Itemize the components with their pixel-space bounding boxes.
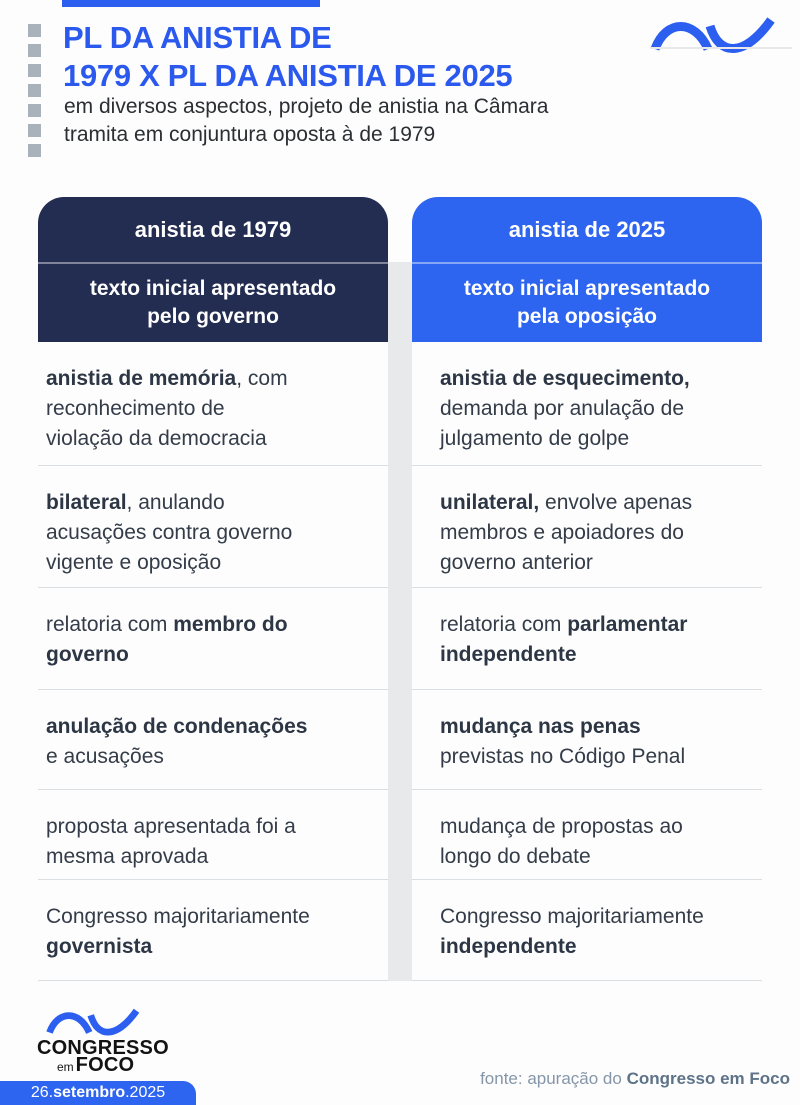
date-text: 26.setembro.2025	[30, 1084, 166, 1101]
cell-1979-row-2: bilateral, anulando acusações contra governo vigente e oposição	[38, 466, 388, 588]
column-gutter	[388, 588, 412, 690]
column-gutter	[388, 342, 412, 466]
decor-square	[28, 84, 41, 97]
comparison-table	[38, 197, 762, 981]
cell-2025-row-2: unilateral, envolve apenas membros e apoiadores do governo anterior	[412, 466, 762, 588]
footer-logo-foco: FOCO	[75, 1054, 135, 1076]
decor-square	[28, 144, 41, 157]
column-gutter	[388, 466, 412, 588]
cell-2025-row-3: relatoria com parlamentar independente	[412, 588, 762, 690]
footer-logo-congresso: CONGRESSO	[37, 1037, 169, 1059]
column-subheader-1979: texto inicial apresentado pelo governo	[38, 262, 388, 342]
decor-square	[28, 104, 41, 117]
cell-2025-row-4: mudança nas penas previstas no Código Penal	[412, 690, 762, 790]
top-accent-bar	[62, 0, 320, 7]
decor-squares	[28, 24, 41, 157]
column-gutter	[388, 262, 412, 342]
cell-2025-row-6: Congresso majoritariamente independente	[412, 880, 762, 981]
column-header-1979	[38, 197, 388, 262]
column-gutter	[388, 790, 412, 880]
column-header-2025	[412, 197, 762, 262]
congresso-em-foco-wave-icon	[38, 1007, 160, 1037]
page-title: PL DA ANISTIA DE 1979 X PL DA ANISTIA DE 2025	[63, 20, 513, 93]
column-gutter	[388, 880, 412, 981]
cell-1979-row-1: anistia de memória, com reconhecimento de violação da democracia	[38, 342, 388, 466]
decor-square	[28, 124, 41, 137]
cell-1979-row-4: anulação de condenações e acusações	[38, 690, 388, 790]
footer-logo-em-foco	[57, 1054, 134, 1077]
column-title: anistia de 2025	[508, 216, 666, 242]
decor-square	[28, 24, 41, 37]
decor-square	[28, 44, 41, 57]
column-title: anistia de 1979	[134, 216, 292, 242]
page-subtitle: em diversos aspectos, projeto de anistia na Câmara tramita em conjuntura oposta à de 1979	[64, 95, 549, 146]
cell-1979-row-3: relatoria com membro do governo	[38, 588, 388, 690]
cell-1979-row-5: proposta apresentada foi a mesma aprovada	[38, 790, 388, 880]
footer-logo-em: em	[57, 1060, 74, 1074]
cell-2025-row-1: anistia de esquecimento, demanda por anulação de julgamento de golpe	[412, 342, 762, 466]
column-gutter	[388, 197, 412, 262]
column-gutter	[388, 690, 412, 790]
logo-underline	[650, 47, 792, 49]
cell-2025-row-5: mudança de propostas ao longo do debate	[412, 790, 762, 880]
cell-1979-row-6: Congresso majoritariamente governista	[38, 880, 388, 981]
column-subheader-2025: texto inicial apresentado pela oposição	[412, 262, 762, 342]
source-credit: fonte: apuração do Congresso em Foco	[480, 1069, 790, 1088]
date-badge	[0, 1081, 196, 1105]
wave-logo-icon	[647, 15, 795, 55]
decor-square	[28, 64, 41, 77]
